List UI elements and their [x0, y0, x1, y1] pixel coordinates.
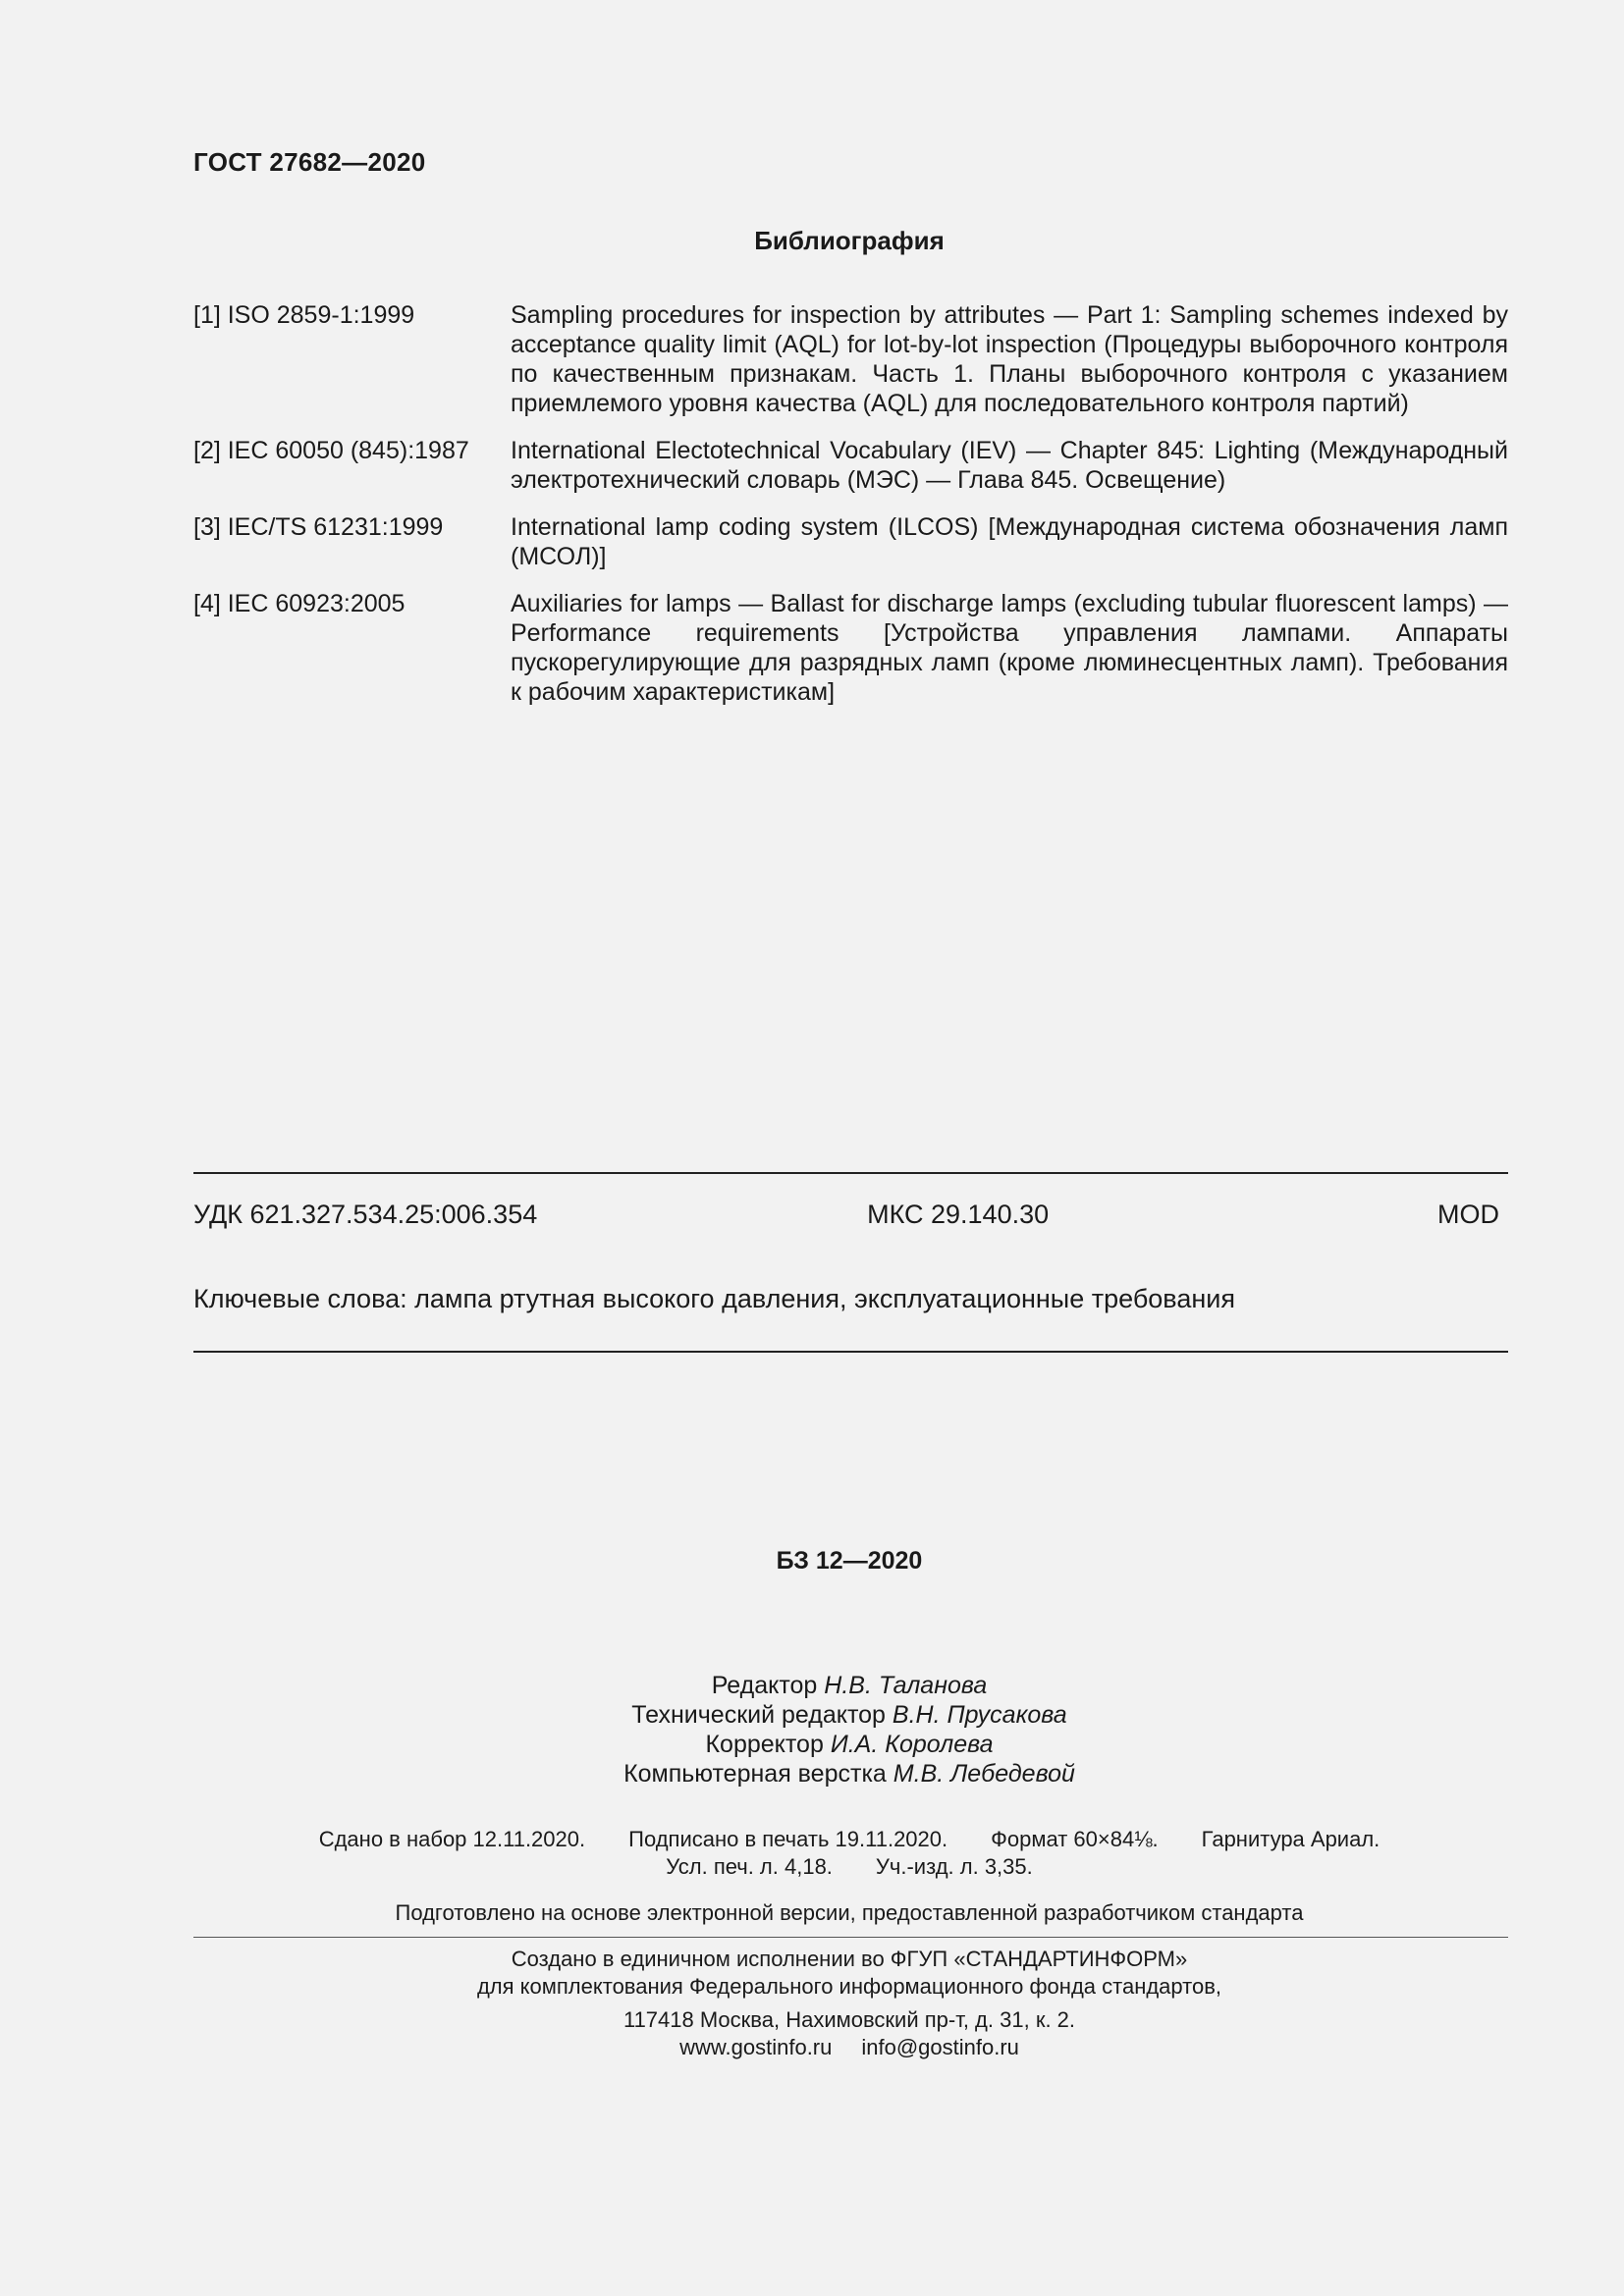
- top-divider: [193, 1172, 1508, 1174]
- prepared-note: Подготовлено на основе электронной версии, предоставленной разработчиком стандарта: [395, 1900, 1304, 1925]
- credit-role: Редактор: [711, 1672, 818, 1699]
- udk-code: УДК 621.327.534.25:006.354: [193, 1200, 538, 1229]
- credit-role: Технический редактор: [631, 1701, 886, 1729]
- print-info-line: [0, 1853, 1624, 1881]
- bibliography-item: [193, 436, 1508, 495]
- created-note: [0, 1946, 1624, 2001]
- bibliography-item: [193, 512, 1508, 571]
- website-link[interactable]: www.gostinfo.ru: [679, 2035, 833, 2059]
- bibliography-item: [193, 589, 1508, 707]
- bibliography-item: [193, 300, 1508, 418]
- credit-line: [0, 1700, 1624, 1730]
- credit-role: Корректор: [705, 1731, 824, 1758]
- print-info: [0, 1826, 1624, 1881]
- bibliography-ref: [2] IEC 60050 (845):1987: [193, 437, 469, 464]
- mod-label: MOD: [1436, 1200, 1499, 1229]
- credit-name: М.В. Лебедевой: [893, 1760, 1075, 1788]
- created-line: Создано в единичном исполнении во ФГУП «СТАНДАРТИНФОРМ»: [511, 1947, 1188, 1971]
- credit-name: И.А. Королева: [830, 1731, 994, 1758]
- signed-date: Подписано в печать 19.11.2020.: [628, 1827, 948, 1851]
- bibliography-text: International lamp coding system (ILCOS) [Международная система обозначения ламп (МСОЛ)]: [511, 513, 1508, 570]
- paper-format: Формат 60×84⅛.: [991, 1827, 1159, 1851]
- bibliography-list: [193, 300, 1508, 724]
- imprint-divider: [193, 1937, 1508, 1938]
- credit-line: [0, 1730, 1624, 1759]
- credit-role: Компьютерная верстка: [623, 1760, 887, 1788]
- bibliography-text: International Electotechnical Vocabulary (IEV) — Chapter 845: Lighting (Международный электротехнический словарь (МЭС) — Глава 845. Освещение): [511, 437, 1508, 494]
- bottom-divider: [193, 1351, 1508, 1353]
- bibliography-title: Библиография: [754, 226, 945, 255]
- publisher-address: [0, 2006, 1624, 2061]
- classification-row: [193, 1200, 1499, 1230]
- typeface: Гарнитура Ариал.: [1201, 1827, 1380, 1851]
- bibliography-ref: [3] IEC/TS 61231:1999: [193, 513, 444, 541]
- credit-name: Н.В. Таланова: [824, 1672, 988, 1699]
- bibliography-ref: [4] IEC 60923:2005: [193, 590, 406, 617]
- print-sheets: Усл. печ. л. 4,18.: [666, 1854, 833, 1879]
- contact-line: [0, 2034, 1624, 2061]
- bz-number: БЗ 12—2020: [776, 1547, 923, 1575]
- mks-code: МКС 29.140.30: [867, 1200, 1050, 1229]
- created-line: для комплектования Федерального информационного фонда стандартов,: [476, 1974, 1222, 1999]
- doc-code: ГОСТ 27682—2020: [193, 147, 426, 177]
- credit-name: В.Н. Прусакова: [892, 1701, 1067, 1729]
- address-line: 117418 Москва, Нахимовский пр-т, д. 31, к. 2.: [623, 2007, 1076, 2032]
- bibliography-ref: [1] ISO 2859-1:1999: [193, 301, 415, 329]
- print-info-line: [0, 1826, 1624, 1853]
- bibliography-text: Auxiliaries for lamps — Ballast for discharge lamps (excluding tubular fluorescent lamps) — Performance requirements [Устройства управления лампами. Аппараты пускорегулирующие для разрядных ламп (кроме люминесцентных ламп). Требования к рабочим характеристикам]: [511, 590, 1508, 706]
- credit-line: [0, 1671, 1624, 1700]
- email-link[interactable]: info@gostinfo.ru: [861, 2035, 1019, 2059]
- keywords: Ключевые слова: лампа ртутная высокого давления, эксплуатационные требования: [193, 1284, 1235, 1313]
- credits: [0, 1671, 1624, 1789]
- bibliography-text: Sampling procedures for inspection by attributes — Part 1: Sampling schemes indexed by acceptance quality limit (AQL) for lot-by-lot inspection (Процедуры выборочного контроля по качественным признакам. Часть 1. Планы выборочного контроля с указанием приемлемого уровня качества (AQL) для последовательного контроля партий): [511, 301, 1508, 417]
- credit-line: [0, 1759, 1624, 1789]
- submitted-date: Сдано в набор 12.11.2020.: [318, 1827, 586, 1851]
- publishing-sheets: Уч.-изд. л. 3,35.: [875, 1854, 1033, 1879]
